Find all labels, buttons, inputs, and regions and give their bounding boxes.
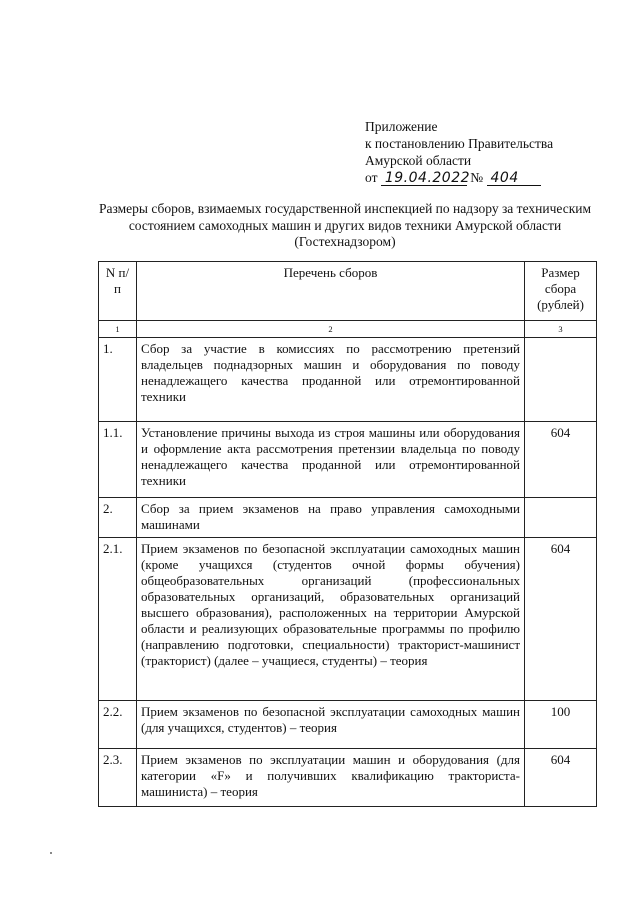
row-text: Прием экзаменов по безопасной эксплуатации самоходных машин (кроме учащихся (студентов очной формы обучения) общеобразовательных организаций (профессиональных образовательных организаций, образовательных организаций высшего образования), расположенных на территории Амурской области и реализующих образовательные программы по профилю (направлению подготовки, специальности) тракторист-машинист (тракторист) (далее – учащиеся, студенты) – теория bbox=[137, 538, 525, 701]
row-amount: 100 bbox=[525, 701, 597, 749]
column-number-row bbox=[99, 321, 597, 338]
handwritten-date: 19.04.2022 bbox=[381, 171, 467, 186]
table-row bbox=[99, 538, 597, 701]
row-number: 2.2. bbox=[99, 701, 137, 749]
row-number: 1.1. bbox=[99, 422, 137, 498]
table-row bbox=[99, 338, 597, 422]
row-amount: 604 bbox=[525, 749, 597, 807]
row-number: 2. bbox=[99, 498, 137, 538]
row-amount bbox=[525, 498, 597, 538]
table-row bbox=[99, 701, 597, 749]
row-text: Сбор за прием экзаменов на право управления самоходными машинами bbox=[137, 498, 525, 538]
handwritten-number: 404 bbox=[487, 171, 541, 186]
column-number: 2 bbox=[137, 321, 525, 338]
row-number: 2.1. bbox=[99, 538, 137, 701]
table-header-row bbox=[99, 262, 597, 321]
row-number: 2.3. bbox=[99, 749, 137, 807]
row-text: Прием экзаменов по безопасной эксплуатации самоходных машин (для учащихся, студентов) – теория bbox=[137, 701, 525, 749]
table-row bbox=[99, 422, 597, 498]
appendix-date-line bbox=[365, 169, 605, 186]
row-text: Сбор за участие в комиссиях по рассмотрению претензий владельцев поднадзорных машин и оборудования по поводу ненадлежащего качества проданной или отремонтированной техники bbox=[137, 338, 525, 422]
appendix-block bbox=[365, 118, 605, 186]
row-amount: 604 bbox=[525, 422, 597, 498]
header-fee-list: Перечень сборов bbox=[137, 262, 525, 321]
number-sign: № bbox=[470, 170, 484, 185]
appendix-decree-ref: к постановлению Правительства bbox=[365, 136, 554, 151]
document-title: Размеры сборов, взимаемых государственной инспекцией по надзору за техническим состоянием самоходных машин и других видов техники Амурской области (Гостехнадзором) bbox=[98, 201, 592, 249]
row-number: 1. bbox=[99, 338, 137, 422]
date-prefix: от bbox=[365, 170, 378, 185]
table-row bbox=[99, 498, 597, 538]
fees-table bbox=[98, 261, 597, 807]
row-amount bbox=[525, 338, 597, 422]
row-text: Прием экзаменов по эксплуатации машин и оборудования (для категории «F» и получивших квалификацию тракториста-машиниста) – теория bbox=[137, 749, 525, 807]
scan-speck bbox=[50, 852, 52, 854]
column-number: 1 bbox=[99, 321, 137, 338]
header-number: N п/п bbox=[99, 262, 137, 321]
appendix-region: Амурской области bbox=[365, 153, 472, 168]
table-row bbox=[99, 749, 597, 807]
column-number: 3 bbox=[525, 321, 597, 338]
row-amount: 604 bbox=[525, 538, 597, 701]
header-fee-amount: Размер сбора (рублей) bbox=[525, 262, 597, 321]
row-text: Установление причины выхода из строя машины или оборудования и оформление акта рассмотрения претензии владельца по поводу ненадлежащего качества проданной или отремонтированной техники bbox=[137, 422, 525, 498]
appendix-label: Приложение bbox=[365, 119, 438, 134]
